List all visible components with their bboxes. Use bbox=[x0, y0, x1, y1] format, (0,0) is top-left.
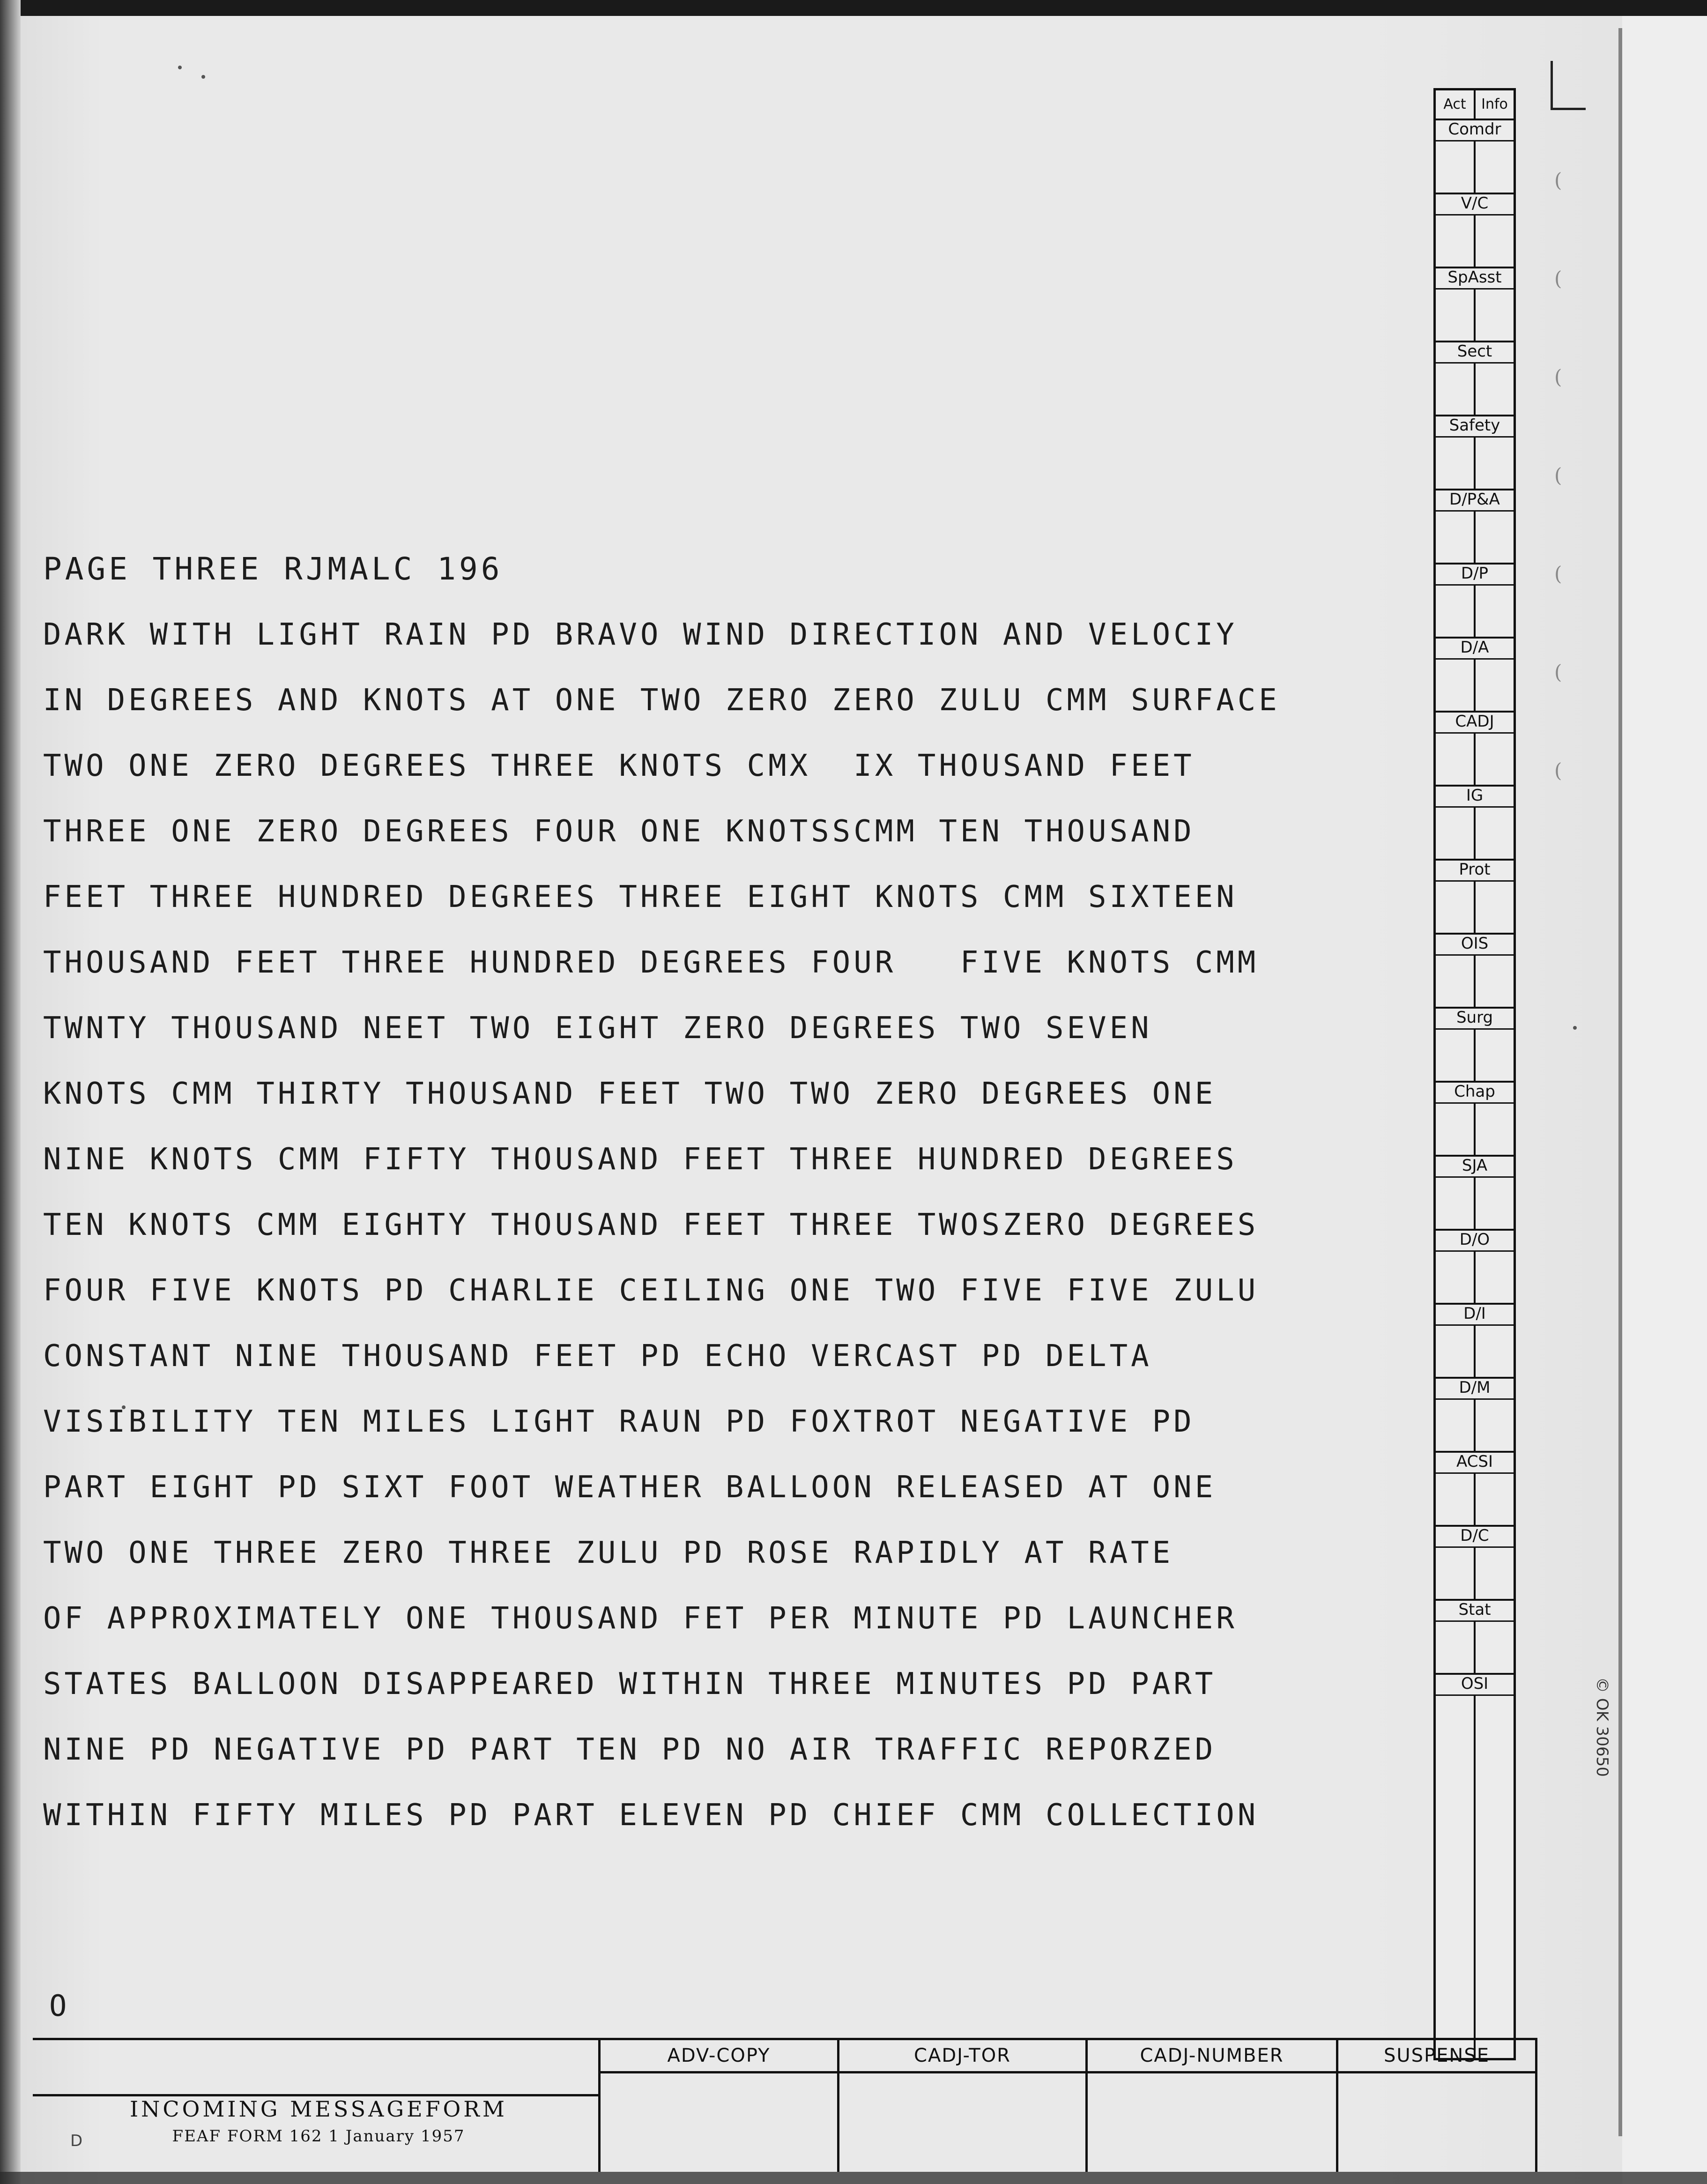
scan-bottom-edge bbox=[0, 2172, 1707, 2184]
routing-office-label: V/C bbox=[1436, 193, 1514, 215]
routing-split bbox=[1474, 880, 1476, 933]
message-line: CONSTANT NINE THOUSAND FEET PD ECHO VERCAST PD DELTA bbox=[43, 1339, 1152, 1374]
dust-speck bbox=[201, 75, 205, 79]
routing-office-label: OIS bbox=[1436, 933, 1514, 956]
bottom-mark: O bbox=[49, 1989, 67, 2023]
message-line: IN DEGREES AND KNOTS AT ONE TWO ZERO ZERO ZULU CMM SURFACE bbox=[43, 683, 1280, 718]
routing-row[interactable] bbox=[1436, 119, 1514, 194]
routing-row[interactable] bbox=[1436, 637, 1514, 713]
dust-speck bbox=[1573, 1026, 1577, 1030]
message-header-line: PAGE THREE RJMALC 196 bbox=[43, 551, 503, 587]
routing-row[interactable] bbox=[1436, 1451, 1514, 1527]
routing-row[interactable] bbox=[1436, 1525, 1514, 1601]
routing-split bbox=[1474, 1176, 1476, 1229]
routing-office-label: D/A bbox=[1436, 637, 1514, 660]
message-line: OF APPROXIMATELY ONE THOUSAND FET PER MINUTE PD LAUNCHER bbox=[43, 1601, 1238, 1636]
routing-split bbox=[1474, 1694, 1476, 1786]
scan-left-edge bbox=[0, 0, 21, 2184]
punch-hole-mark: ( bbox=[1554, 267, 1562, 290]
routing-row[interactable] bbox=[1436, 1229, 1514, 1305]
message-line: KNOTS CMM THIRTY THOUSAND FEET TWO TWO ZERO DEGREES ONE bbox=[43, 1077, 1217, 1111]
footer-col-adv-copy: ADV-COPY bbox=[667, 2045, 771, 2066]
message-line: DARK WITH LIGHT RAIN PD BRAVO WIND DIRECTION AND VELOCIY bbox=[43, 617, 1238, 652]
scan-top-edge bbox=[0, 0, 1707, 16]
routing-row[interactable] bbox=[1436, 1081, 1514, 1157]
footer-corner-mark: D bbox=[70, 2132, 83, 2150]
routing-office-label: D/M bbox=[1436, 1377, 1514, 1400]
footer-divider bbox=[1535, 2038, 1537, 2172]
routing-row[interactable] bbox=[1436, 1377, 1514, 1453]
routing-office-label: Safety bbox=[1436, 415, 1514, 438]
routing-row[interactable] bbox=[1436, 1155, 1514, 1231]
punch-hole-mark: ( bbox=[1554, 562, 1562, 585]
footer-header-rule bbox=[600, 2071, 1536, 2073]
corner-bracket-mark bbox=[1551, 61, 1586, 110]
message-line: NINE KNOTS CMM FIFTY THOUSAND FEET THREE HUNDRED DEGREES bbox=[43, 1142, 1238, 1177]
form-identifier: FEAF FORM 162 1 January 1957 bbox=[172, 2127, 465, 2146]
message-line: STATES BALLOON DISAPPEARED WITHIN THREE MINUTES PD PART bbox=[43, 1667, 1217, 1701]
routing-row[interactable] bbox=[1436, 563, 1514, 639]
routing-office-label: CADJ bbox=[1436, 711, 1514, 734]
routing-office-label: IG bbox=[1436, 785, 1514, 808]
message-line: VISIBILITY TEN MILES LIGHT RAUN PD FOXTROT NEGATIVE PD bbox=[43, 1404, 1195, 1439]
routing-header-info: Info bbox=[1481, 96, 1508, 112]
punch-hole-mark: ( bbox=[1554, 661, 1562, 683]
message-line: WITHIN FIFTY MILES PD PART ELEVEN PD CHIEF CMM COLLECTION bbox=[43, 1798, 1259, 1833]
routing-office-label: Surg bbox=[1436, 1007, 1514, 1030]
message-line: TEN KNOTS CMM EIGHTY THOUSAND FEET THREE TWOSZERO DEGREES bbox=[43, 1208, 1259, 1242]
routing-office-label: Comdr bbox=[1436, 119, 1514, 141]
punch-hole-mark: ( bbox=[1554, 464, 1562, 487]
routing-row[interactable] bbox=[1436, 1007, 1514, 1083]
routing-office-label: D/C bbox=[1436, 1525, 1514, 1548]
routing-row[interactable] bbox=[1436, 711, 1514, 787]
routing-row[interactable] bbox=[1436, 193, 1514, 268]
routing-row[interactable] bbox=[1436, 489, 1514, 565]
routing-split bbox=[1474, 1102, 1476, 1155]
message-line: FOUR FIVE KNOTS PD CHARLIE CEILING ONE TWO FIVE FIVE ZULU bbox=[43, 1273, 1259, 1308]
routing-split bbox=[1474, 140, 1476, 193]
routing-split bbox=[1474, 288, 1476, 341]
routing-office-label: SpAsst bbox=[1436, 267, 1514, 290]
routing-office-label: SJA bbox=[1436, 1155, 1514, 1178]
routing-office-label: D/O bbox=[1436, 1229, 1514, 1252]
routing-office-label: D/I bbox=[1436, 1303, 1514, 1326]
routing-row[interactable] bbox=[1436, 1673, 1514, 1786]
routing-split bbox=[1474, 732, 1476, 785]
routing-split bbox=[1474, 1398, 1476, 1451]
message-line: THREE ONE ZERO DEGREES FOUR ONE KNOTSSCMM TEN THOUSAND bbox=[43, 814, 1195, 849]
routing-split bbox=[1474, 584, 1476, 637]
message-line: TWO ONE ZERO DEGREES THREE KNOTS CMX IX THOUSAND FEET bbox=[43, 749, 1195, 783]
routing-office-label: Chap bbox=[1436, 1081, 1514, 1104]
routing-row[interactable] bbox=[1436, 415, 1514, 490]
footer-col-suspense: SUSPENSE bbox=[1383, 2045, 1490, 2066]
routing-blank-rows bbox=[1436, 1786, 1514, 2058]
routing-split bbox=[1474, 1028, 1476, 1081]
routing-split bbox=[1474, 1250, 1476, 1303]
routing-row[interactable] bbox=[1436, 341, 1514, 416]
routing-office-label: OSI bbox=[1436, 1673, 1514, 1696]
routing-column bbox=[1433, 88, 1516, 2060]
routing-split bbox=[1474, 1620, 1476, 1673]
routing-split bbox=[1474, 436, 1476, 489]
message-line: FEET THREE HUNDRED DEGREES THREE EIGHT KNOTS CMM SIXTEEN bbox=[43, 880, 1238, 914]
routing-split bbox=[1474, 214, 1476, 267]
routing-split bbox=[1474, 510, 1476, 563]
routing-split bbox=[1474, 1472, 1476, 1525]
routing-office-label: ACSI bbox=[1436, 1451, 1514, 1474]
routing-row[interactable] bbox=[1436, 267, 1514, 342]
routing-header-act: Act bbox=[1436, 90, 1476, 119]
routing-header bbox=[1436, 90, 1514, 120]
dust-speck bbox=[178, 66, 182, 69]
footer-col-cadj-tor: CADJ-TOR bbox=[914, 2045, 1011, 2066]
routing-split bbox=[1474, 1546, 1476, 1599]
message-line: TWNTY THOUSAND NEET TWO EIGHT ZERO DEGREES TWO SEVEN bbox=[43, 1011, 1152, 1046]
routing-office-label: Sect bbox=[1436, 341, 1514, 364]
routing-split bbox=[1474, 362, 1476, 415]
routing-row[interactable] bbox=[1436, 1303, 1514, 1379]
message-line: NINE PD NEGATIVE PD PART TEN PD NO AIR TRAFFIC REPORZED bbox=[43, 1732, 1217, 1767]
routing-office-label: D/P bbox=[1436, 563, 1514, 586]
routing-split bbox=[1474, 806, 1476, 859]
routing-row[interactable] bbox=[1436, 859, 1514, 935]
message-body bbox=[43, 536, 1280, 1848]
routing-row[interactable] bbox=[1436, 785, 1514, 861]
footer-col-cadj-number: CADJ-NUMBER bbox=[1140, 2045, 1284, 2066]
punch-hole-mark: ( bbox=[1554, 365, 1562, 388]
routing-split bbox=[1474, 1786, 1476, 2058]
routing-office-label: Stat bbox=[1436, 1599, 1514, 1622]
scan-right-margin bbox=[1622, 16, 1707, 2184]
message-line: TWO ONE THREE ZERO THREE ZULU PD ROSE RAPIDLY AT RATE bbox=[43, 1536, 1174, 1570]
side-serial-code: © OK 30650 bbox=[1593, 1677, 1611, 1777]
routing-split bbox=[1474, 658, 1476, 711]
punch-hole-mark: ( bbox=[1554, 169, 1562, 192]
message-line: THOUSAND FEET THREE HUNDRED DEGREES FOUR FIVE KNOTS CMM bbox=[43, 945, 1259, 980]
punch-hole-mark: ( bbox=[1554, 759, 1562, 782]
message-line: PART EIGHT PD SIXT FOOT WEATHER BALLOON RELEASED AT ONE bbox=[43, 1470, 1217, 1505]
routing-split bbox=[1474, 1324, 1476, 1377]
routing-split bbox=[1474, 954, 1476, 1007]
routing-office-label: D/P&A bbox=[1436, 489, 1514, 512]
paper-right-edge bbox=[1618, 28, 1622, 2136]
form-title: INCOMING MESSAGEFORM bbox=[129, 2096, 508, 2122]
routing-office-label: Prot bbox=[1436, 859, 1514, 882]
routing-row[interactable] bbox=[1436, 933, 1514, 1009]
routing-row[interactable] bbox=[1436, 1599, 1514, 1675]
